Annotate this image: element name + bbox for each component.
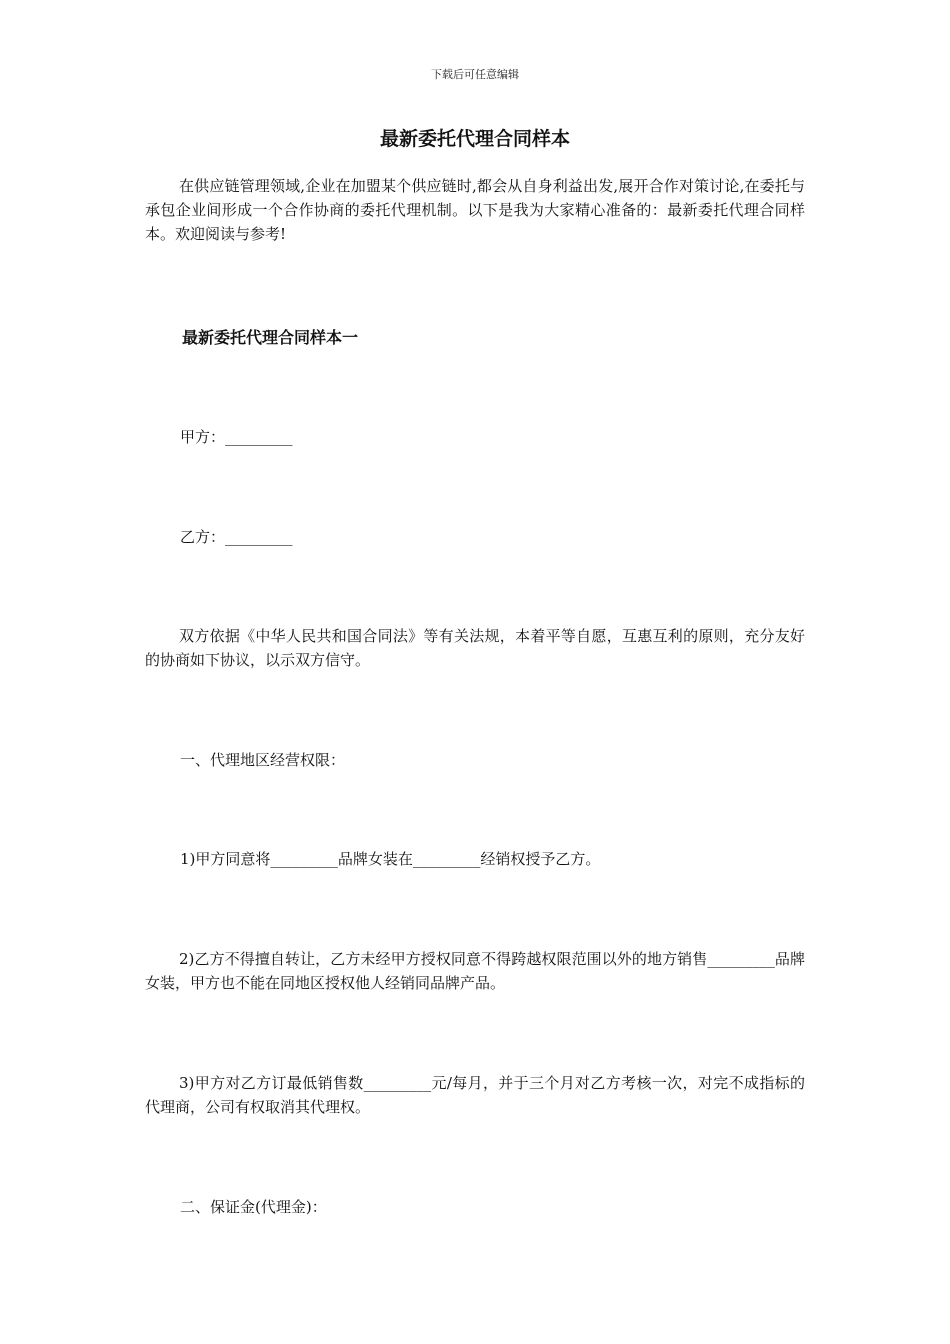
clause-1-title: 一、代理地区经营权限：: [180, 751, 346, 769]
section-title: 最新委托代理合同样本一: [182, 328, 359, 347]
clause-1-item-1: 1)甲方同意将_________品牌女装在_________经销权授予乙方。: [180, 850, 601, 868]
basis-paragraph: 双方依据《中华人民共和国合同法》等有关法规，本着平等自愿，互惠互利的原则，充分友好的协商如下协议，以示双方信守。: [145, 627, 805, 669]
clause-2-title: 二、保证金(代理金)：: [180, 1198, 327, 1216]
party-b-line: 乙方：_________: [180, 528, 293, 546]
header-note: 下载后可任意编辑: [431, 68, 519, 81]
intro-paragraph: 在供应链管理领域,企业在加盟某个供应链时,都会从自身利益出发,展开合作对策讨论,在委托与承包企业间形成一个合作协商的委托代理机制。以下是我为大家精心准备的：最新委托代理合同样本。欢迎阅读与参考!: [145, 177, 805, 243]
clause-1-item-3: 3)甲方对乙方订最低销售数_________元/每月，并于三个月对乙方考核一次，对完不成指标的代理商，公司有权取消其代理权。: [145, 1074, 805, 1116]
document-title: 最新委托代理合同样本: [379, 128, 570, 150]
party-a-line: 甲方：_________: [180, 428, 293, 446]
clause-1-item-2: 2)乙方不得擅自转让，乙方未经甲方授权同意不得跨越权限范围以外的地方销售_________品牌女装，甲方也不能在同地区授权他人经销同品牌产品。: [145, 950, 805, 992]
